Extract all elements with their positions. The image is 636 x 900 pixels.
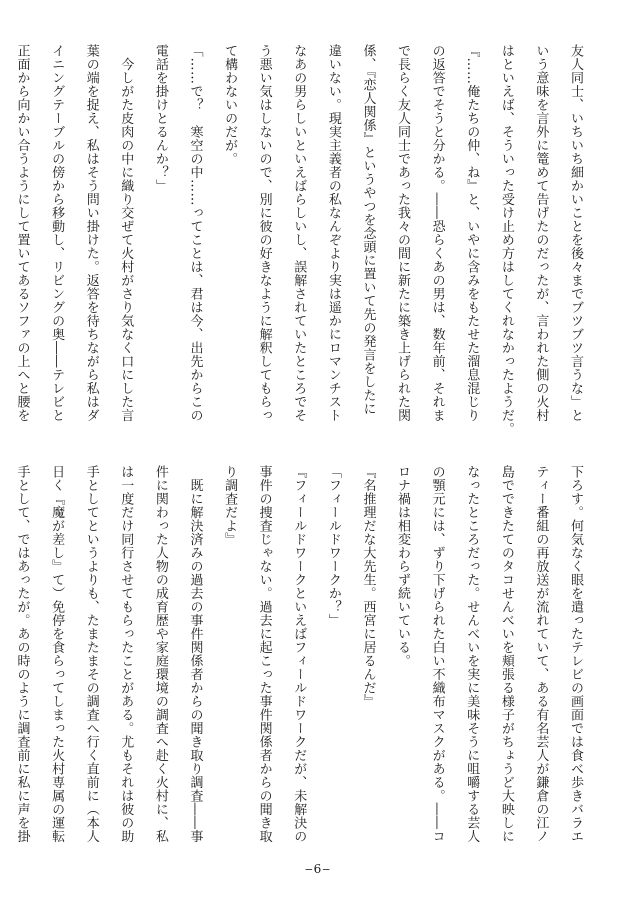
text-line: 友人同士、いちいち細かいことを後々までブツブツ言うな」と	[568, 44, 583, 422]
text-block-upper	[4, 44, 592, 436]
text-line: 違いない。現実主義者の私なんぞより実は遥かにロマンチスト	[325, 44, 341, 422]
text-line: 今しがた皮肉の中に織り交ぜて火村がさり気なく口にした言	[118, 44, 134, 422]
text-line: の顎元には、ずり下げられた白い不織布マスクがある。――コ	[429, 465, 445, 843]
text-line: て構わないのだが。	[222, 44, 238, 166]
text-line: 『……俺たちの仲、ね』と、いやに含みをもたせた溜息混じり	[464, 44, 480, 422]
text-line: 「……で？ 寒空の中……ってことは、君は今、出先からこの	[187, 44, 203, 422]
text-line: の返答でそうと分かる。――恐らくあの男は、数年前、それま	[429, 44, 445, 422]
text-line: は一度だけ同行させてもらったことがある。尤もそれは彼の助	[118, 465, 134, 843]
text-line: はといえば、そういった受け止め方はしてくれなかったようだ。	[498, 44, 514, 436]
text-line: 「フィールドワークか？」	[325, 465, 341, 627]
text-line: 手としてというよりも、たまたまその調査へ行く直前に（本人	[83, 465, 99, 843]
text-line: 下ろす。何気なく眼を遣ったテレビの画面では食べ歩きバラエ	[568, 465, 583, 843]
text-line: ティー番組の再放送が流れていて、ある有名芸人が鎌倉の江ノ	[533, 465, 549, 843]
text-line: 係、『恋人関係』というやつを念頭に置いて先の発言をしたに	[360, 44, 376, 416]
text-line: なったところだった。せんべいを実に美味そうに咀嚼する芸人	[464, 465, 480, 843]
text-line: ロナ禍は相変わらず続いている。	[395, 465, 411, 668]
text-line: 事件の捜査じゃない。過去に起こった事件関係者からの聞き取	[256, 465, 272, 843]
text-line: 『フィールドワークといえばフィールドワークだが、未解決の	[291, 465, 307, 843]
text-line: 『名推理だな大先生。西宮に居るんだ』	[360, 465, 376, 708]
text-line: り調査だよ』	[222, 465, 238, 546]
text-line: 手として、ではあったが。あの時のように調査前に私に声を掛	[14, 465, 30, 843]
text-line: 島でできたてのタコせんべいを頬張る様子がちょうど大映しに	[498, 465, 514, 843]
text-line: イニングテーブルの傍から移動し、リビングの奥――テレビと	[49, 44, 65, 422]
text-line: 葉の端を捉え、私はそう問い掛けた。返答を待ちながら私はダ	[83, 44, 99, 422]
text-line: いう意味を言外に篭めて告げたのだったが、言われた側の火村	[533, 44, 549, 422]
text-line: 日く『魔が差し』て）免停を食らってしまった火村専属の運転	[49, 465, 65, 843]
text-block-lower	[4, 465, 592, 843]
text-line: 件に関わった人物の成育歴や家庭環境の調査へ赴く火村に、私	[152, 465, 168, 843]
text-line: 電話を掛けとるんか？」	[152, 44, 168, 193]
text-line: で長らく友人同士であった我々の間に新たに築き上げられた関	[395, 44, 411, 422]
text-line: う悪い気はしないので、別に彼の好きなように解釈してもらっ	[256, 44, 272, 422]
text-line: 既に解決済みの過去の事件関係者からの聞き取り調査――事	[187, 465, 203, 843]
text-line: 正面から向かい合うようにして置いてあるソファの上へと腰を	[14, 44, 30, 422]
text-line: なあの男らしいといえばらしいし、誤解されていたところでそ	[291, 44, 307, 422]
page-number: ‒6‒	[305, 862, 331, 876]
